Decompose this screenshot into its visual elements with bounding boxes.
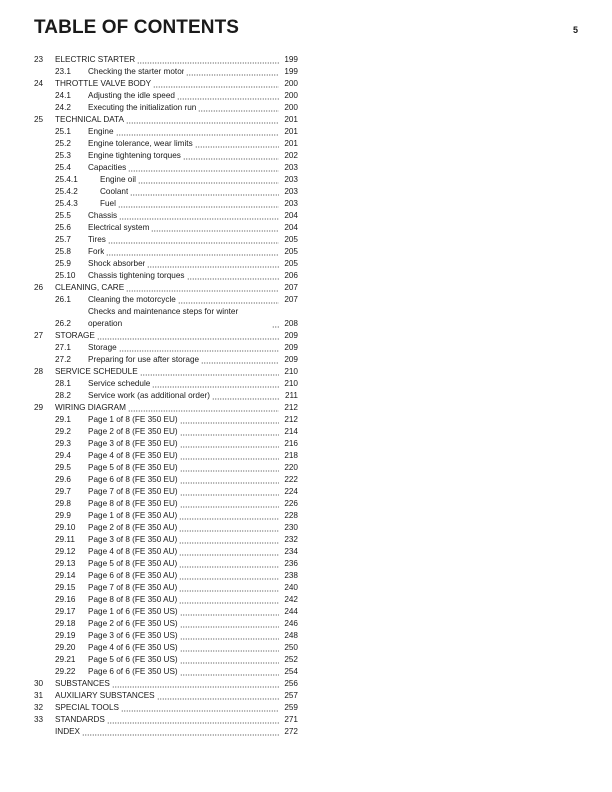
toc-entry-page: 232 [284,535,298,544]
toc-entry-label: Page 3 of 6 (FE 350 US) [88,631,178,640]
toc-entry-number: 29.13 [55,559,76,568]
toc-entry-number: 25.1 [55,127,71,136]
toc-entry-number: 28 [34,367,44,376]
toc-entry-label: Checks and maintenance steps for winter operation [88,307,239,328]
toc-entry-page: 200 [284,103,298,112]
dot-leader [180,607,279,616]
toc-entry-label: Page 8 of 8 (FE 350 EU) [88,499,178,508]
toc-entry-page: 199 [284,55,298,64]
toc-entry[interactable] [34,534,298,546]
toc-entry-number: 24.2 [55,103,71,112]
dot-leader [128,403,279,412]
toc-entry-label: AUXILIARY SUBSTANCES [55,691,155,700]
toc-entry-number: 25.9 [55,259,71,268]
dot-leader [108,235,279,244]
dot-leader [201,355,279,364]
toc-entry-page: 236 [284,559,298,568]
toc-entry[interactable] [34,390,298,402]
dot-leader [82,727,279,736]
toc-entry-number: 29.9 [55,511,71,520]
toc-entry-page: 240 [284,583,298,592]
toc-entry-label: Cleaning the motorcycle [88,295,176,304]
toc-entry-label: Chassis [88,211,118,220]
toc-entry-page: 211 [284,391,298,400]
toc-entry[interactable] [34,702,298,714]
dot-leader [180,487,279,496]
toc-entry-label: THROTTLE VALVE BODY [55,79,152,88]
toc-entry[interactable] [34,726,298,738]
toc-entry-label: SPECIAL TOOLS [55,703,120,712]
toc-entry-page: 230 [284,523,298,532]
toc-entry-number: 29.22 [55,667,76,676]
toc-entry-page: 205 [284,259,298,268]
toc-entry-page: 252 [284,655,298,664]
dot-leader [180,667,279,676]
dot-leader [130,187,279,196]
toc-entry[interactable] [34,486,298,498]
dot-leader [178,295,279,304]
toc-entry[interactable] [34,462,298,474]
toc-entry-number: 29 [34,403,44,412]
toc-entry-page: 224 [284,487,298,496]
toc-entry-label: Engine tightening torques [88,151,181,160]
toc-entry-page: 206 [284,271,298,280]
toc-entry[interactable] [34,678,298,690]
dot-leader [179,559,279,568]
toc-entry-page: 209 [284,343,298,352]
toc-entry-page: 201 [284,115,298,124]
toc-entry-label: Fork [88,247,105,256]
toc-entry[interactable] [34,210,298,222]
toc-entry-number: 29.15 [55,583,76,592]
toc-entry-label: STORAGE [55,331,95,340]
toc-entry[interactable] [34,246,298,258]
dot-leader [137,55,279,64]
toc-entry-label: Service schedule [88,379,151,388]
dot-leader [179,547,279,556]
toc-entry-label: Page 6 of 8 (FE 350 AU) [88,571,178,580]
toc-entry-label: Electrical system [88,223,150,232]
toc-entry-page: 250 [284,643,298,652]
dot-leader [138,175,279,184]
toc-entry[interactable] [34,150,298,162]
page-number: 5 [572,25,578,35]
toc-entry-page: 201 [284,127,298,136]
toc-entry-number: 29.20 [55,643,76,652]
toc-entry-label: Coolant [100,187,129,196]
toc-entry-label: Page 2 of 8 (FE 350 AU) [88,523,178,532]
toc-entry-number: 29.14 [55,571,76,580]
toc-entry-label: Page 3 of 8 (FE 350 AU) [88,535,178,544]
toc-entry[interactable] [34,270,298,282]
dot-leader [151,223,279,232]
dot-leader [180,451,279,460]
toc-entry-page: 238 [284,571,298,580]
toc-entry-page: 210 [284,367,298,376]
toc-entry-page: 248 [284,631,298,640]
toc-entry-page: 271 [284,715,298,724]
dot-leader [180,631,279,640]
toc-entry-label: Adjusting the idle speed [88,91,175,100]
toc-entry[interactable] [34,426,298,438]
toc-entry-label: Page 1 of 8 (FE 350 EU) [88,415,178,424]
toc-entry[interactable] [34,582,298,594]
toc-entry[interactable] [34,66,298,78]
toc-entry[interactable] [34,402,298,414]
toc-entry[interactable] [34,306,298,330]
toc-entry-page: 212 [284,415,298,424]
toc-entry-number: 25.10 [55,271,76,280]
dot-leader [177,91,279,100]
toc-entry-number: 27 [34,331,44,340]
dot-leader [186,67,279,76]
toc-entry-label: Page 8 of 8 (FE 350 AU) [88,595,178,604]
toc-entry-number: 32 [34,703,44,712]
toc-entry-page: 220 [284,463,298,472]
toc-entry[interactable] [34,594,298,606]
toc-entry-label: Tires [88,235,106,244]
toc-entry-label: Page 4 of 6 (FE 350 US) [88,643,178,652]
toc-entry[interactable] [34,654,298,666]
dot-leader [147,259,279,268]
toc-entry-label: Page 2 of 8 (FE 350 EU) [88,427,178,436]
dot-leader [157,691,279,700]
dot-leader [121,703,279,712]
toc-entry-label: Shock absorber [88,259,146,268]
dot-leader [128,163,279,172]
toc-entry-page: 208 [284,319,298,328]
toc-entry[interactable] [34,414,298,426]
dot-leader [212,391,279,400]
toc-entry[interactable] [34,546,298,558]
toc-entry[interactable] [34,690,298,702]
toc-entry-label: Page 4 of 8 (FE 350 AU) [88,547,178,556]
toc-entry-page: 222 [284,475,298,484]
toc-entry-label: Engine tolerance, wear limits [88,139,193,148]
dot-leader [126,115,279,124]
toc-entry-number: 29.17 [55,607,76,616]
toc-entry-page: 256 [284,679,298,688]
toc-entry-page: 199 [284,67,298,76]
toc-entry-number: 24.1 [55,91,71,100]
toc-entry-label: Checking the starter motor [88,67,185,76]
toc-entry-page: 228 [284,511,298,520]
toc-entry[interactable] [34,438,298,450]
toc-entry-label: Chassis tightening torques [88,271,185,280]
toc-entry-page: 246 [284,619,298,628]
toc-entry[interactable] [34,198,298,210]
toc-entry-label: ELECTRIC STARTER [55,55,136,64]
toc-entry-number: 29.7 [55,487,71,496]
dot-leader [180,655,279,664]
toc-entry-page: 201 [284,139,298,148]
toc-entry-label: WIRING DIAGRAM [55,403,126,412]
toc-entry-label: TECHNICAL DATA [55,115,124,124]
toc-entry-label: Engine [88,127,114,136]
toc-entry-number: 25.4 [55,163,71,172]
dot-leader [106,247,279,256]
toc-entry-number: 25.4.3 [55,199,78,208]
dot-leader [179,583,279,592]
toc-entry-page: 244 [284,607,298,616]
dot-leader [180,643,279,652]
toc-entry-page: 200 [284,91,298,100]
toc-entry-number: 27.2 [55,355,71,364]
toc-entry-number: 33 [34,715,44,724]
toc-entry-number: 29.12 [55,547,76,556]
toc-entry[interactable] [34,54,298,66]
toc-entry-page: 209 [284,331,298,340]
toc-entry[interactable] [34,618,298,630]
toc-entry-label: CLEANING, CARE [55,283,125,292]
toc-entry-label: SERVICE SCHEDULE [55,367,138,376]
toc-entry-label: INDEX [55,727,81,736]
dot-leader [179,595,279,604]
toc-entry-number: 23.1 [55,67,71,76]
toc-entry[interactable] [34,114,298,126]
toc-entry[interactable] [34,186,298,198]
dot-leader [140,367,279,376]
toc-entry-number: 29.4 [55,451,71,460]
toc-entry[interactable] [34,294,298,306]
toc-entry-label: Page 1 of 6 (FE 350 US) [88,607,178,616]
toc-entry-number: 23 [34,55,44,64]
toc-entry-label: Service work (as additional order) [88,391,210,400]
dot-leader [180,439,279,448]
dot-leader [112,679,279,688]
toc-entry[interactable] [34,258,298,270]
toc-entry-label: Page 5 of 8 (FE 350 AU) [88,559,178,568]
toc-entry-number: 29.19 [55,631,76,640]
toc-entry-number: 25.5 [55,211,71,220]
toc-entry-page: 214 [284,427,298,436]
dot-leader [180,619,279,628]
toc-entry[interactable] [34,366,298,378]
toc-entry-label: Page 7 of 8 (FE 350 EU) [88,487,178,496]
toc-entry-page: 259 [284,703,298,712]
toc-entry-number: 29.1 [55,415,71,424]
toc-entry-page: 207 [284,295,298,304]
toc-entry[interactable] [34,126,298,138]
dot-leader [126,283,279,292]
toc-entry-page: 203 [284,187,298,196]
toc-entry-number: 25.3 [55,151,71,160]
toc-entry-label: Page 1 of 8 (FE 350 AU) [88,511,178,520]
toc-entry[interactable] [34,282,298,294]
toc-entry-page: 234 [284,547,298,556]
toc-entry[interactable] [34,510,298,522]
toc-entry-number: 27.1 [55,343,71,352]
toc-entry-number: 29.3 [55,439,71,448]
toc-entry-page: 205 [284,247,298,256]
toc-entry[interactable] [34,558,298,570]
toc-entry[interactable] [34,174,298,186]
toc-entry[interactable] [34,162,298,174]
dot-leader [183,151,279,160]
toc-entry-page: 203 [284,163,298,172]
toc-entry-page: 210 [284,379,298,388]
toc-entry-number: 29.11 [55,535,75,544]
dot-leader [180,415,279,424]
toc-entry-number: 25 [34,115,44,124]
dot-leader [180,499,279,508]
toc-entry-page: 207 [284,283,298,292]
toc-entry[interactable] [34,342,298,354]
toc-entry-number: 28.2 [55,391,71,400]
toc-entry-page: 203 [284,175,298,184]
toc-entry-number: 29.6 [55,475,71,484]
toc-entry-number: 24 [34,79,44,88]
dot-leader [97,331,279,340]
toc-entry-number: 26 [34,283,44,292]
page-title: TABLE OF CONTENTS [34,17,240,38]
toc-entry[interactable] [34,714,298,726]
dot-leader [118,199,279,208]
toc-entry[interactable] [34,354,298,366]
toc-entry-label: Page 5 of 8 (FE 350 EU) [88,463,178,472]
toc-entry[interactable] [34,570,298,582]
toc-entry[interactable] [34,498,298,510]
toc-entry[interactable] [34,78,298,90]
dot-leader [272,319,279,328]
toc-entry-label: Page 6 of 8 (FE 350 EU) [88,475,178,484]
dot-leader [187,271,280,280]
table-of-contents [34,54,298,738]
toc-entry-label: Page 3 of 8 (FE 350 EU) [88,439,178,448]
toc-entry[interactable] [34,378,298,390]
toc-entry-label: Page 4 of 8 (FE 350 EU) [88,451,178,460]
toc-entry[interactable] [34,606,298,618]
toc-entry-label: Executing the initialization run [88,103,197,112]
toc-entry-label: SUBSTANCES [55,679,110,688]
toc-entry[interactable] [34,90,298,102]
toc-entry-label: Fuel [100,199,116,208]
toc-entry-number: 25.7 [55,235,71,244]
toc-entry[interactable] [34,450,298,462]
dot-leader [180,475,279,484]
toc-entry-page: 212 [284,403,298,412]
toc-entry-number: 29.21 [55,655,76,664]
toc-entry[interactable] [34,522,298,534]
toc-entry-page: 242 [284,595,298,604]
toc-entry-page: 203 [284,199,298,208]
dot-leader [119,211,279,220]
toc-entry-label: Engine oil [100,175,136,184]
toc-entry[interactable] [34,330,298,342]
toc-entry-page: 218 [284,451,298,460]
dot-leader [107,715,279,724]
dot-leader [152,379,279,388]
dot-leader [153,79,279,88]
toc-entry-number: 25.4.1 [55,175,78,184]
toc-entry-label: STANDARDS [55,715,105,724]
dot-leader [198,103,279,112]
toc-entry-label: Capacities [88,163,127,172]
dot-leader [179,571,279,580]
toc-entry-page: 216 [284,439,298,448]
dot-leader [179,523,279,532]
dot-leader [116,127,280,136]
toc-entry[interactable] [34,102,298,114]
dot-leader [119,343,279,352]
toc-entry[interactable] [34,666,298,678]
dot-leader [179,511,279,520]
toc-entry[interactable] [34,222,298,234]
toc-entry-number: 26.1 [55,295,71,304]
toc-entry-number: 28.1 [55,379,71,388]
toc-entry-page: 257 [284,691,298,700]
dot-leader [179,535,279,544]
toc-entry[interactable] [34,474,298,486]
toc-entry[interactable] [34,630,298,642]
toc-entry-label: Page 2 of 6 (FE 350 US) [88,619,178,628]
toc-entry-label: Page 6 of 6 (FE 350 US) [88,667,178,676]
dot-leader [180,463,279,472]
toc-entry-number: 29.5 [55,463,71,472]
toc-entry-number: 25.6 [55,223,71,232]
toc-entry-page: 202 [284,151,298,160]
toc-entry-number: 31 [34,691,44,700]
toc-entry[interactable] [34,138,298,150]
toc-entry-page: 272 [284,727,298,736]
toc-entry-number: 29.2 [55,427,71,436]
dot-leader [180,427,279,436]
toc-entry-page: 226 [284,499,298,508]
toc-entry-number: 29.8 [55,499,71,508]
toc-entry-page: 200 [284,79,298,88]
toc-entry-label: Page 7 of 8 (FE 350 AU) [88,583,178,592]
toc-entry-number: 26.2 [55,319,71,328]
toc-entry-number: 25.2 [55,139,71,148]
toc-entry-number: 25.8 [55,247,71,256]
toc-entry-label: Page 5 of 6 (FE 350 US) [88,655,178,664]
toc-entry-number: 29.16 [55,595,76,604]
toc-entry-page: 204 [284,223,298,232]
toc-entry-page: 254 [284,667,298,676]
toc-entry-number: 25.4.2 [55,187,78,196]
toc-entry-page: 209 [284,355,298,364]
toc-entry-number: 30 [34,679,44,688]
dot-leader [195,139,279,148]
toc-entry[interactable] [34,642,298,654]
toc-entry-page: 204 [284,211,298,220]
toc-entry-number: 29.10 [55,523,76,532]
toc-entry-label: Preparing for use after storage [88,355,200,364]
toc-entry[interactable] [34,234,298,246]
toc-entry-number: 29.18 [55,619,76,628]
toc-entry-page: 205 [284,235,298,244]
toc-entry-label: Storage [88,343,117,352]
